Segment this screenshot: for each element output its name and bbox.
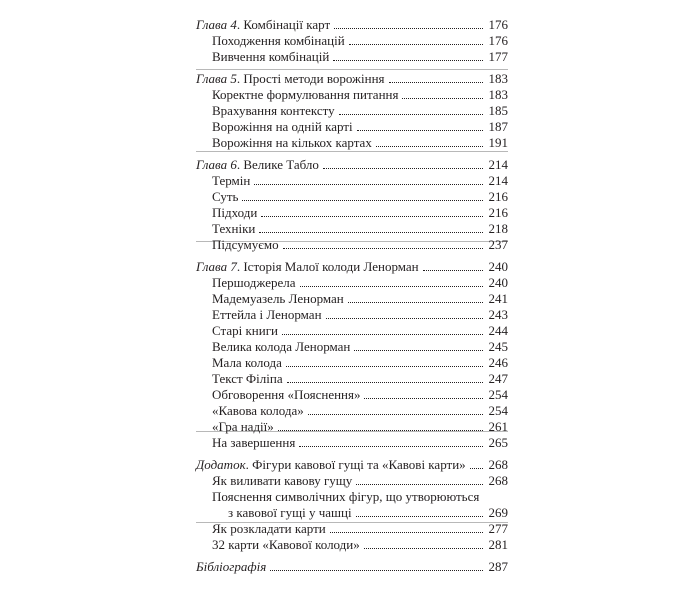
toc-entry[interactable]	[196, 323, 508, 339]
entry-label: Еттейла і Ленорман	[212, 307, 322, 322]
toc-entry[interactable]	[196, 505, 508, 521]
page-number: 185	[488, 103, 508, 118]
toc-entry[interactable]	[196, 103, 508, 119]
entry-label: Як розкладати карти	[212, 521, 326, 536]
dot-leader	[402, 97, 483, 99]
page-number: 261	[488, 419, 508, 434]
entry-label: Обговорення «Пояснення»	[212, 387, 361, 402]
dot-leader	[287, 381, 483, 383]
entry-label: Ворожіння на одній карті	[212, 119, 353, 134]
entry-label: Врахування контексту	[212, 103, 335, 118]
entry-label: Термін	[212, 173, 251, 188]
entry-label: 32 карти «Кавової колоди»	[212, 537, 360, 552]
page-number: 269	[488, 505, 508, 520]
dot-leader	[286, 365, 483, 367]
entry-label: Походження комбінацій	[212, 33, 345, 48]
dot-leader	[354, 349, 483, 351]
toc-entry[interactable]	[196, 537, 508, 553]
page-number: 187	[488, 119, 508, 134]
dot-leader	[299, 445, 483, 447]
dot-leader	[270, 569, 483, 571]
dot-leader	[261, 215, 483, 217]
toc-entry[interactable]	[196, 119, 508, 135]
page-number: 245	[488, 339, 508, 354]
table-of-contents	[196, 17, 508, 575]
toc-entry[interactable]	[196, 205, 508, 221]
entry-label: Ворожіння на кількох картах	[212, 135, 372, 150]
dot-leader	[356, 515, 483, 517]
page-number: 176	[488, 33, 508, 48]
page-number: 254	[488, 387, 508, 402]
page-number: 268	[488, 473, 508, 488]
chapter-title: . Велике Табло	[236, 157, 319, 172]
page-number: 214	[488, 173, 508, 188]
page-number: 254	[488, 403, 508, 418]
page-number: 247	[488, 371, 508, 386]
page-number: 277	[488, 521, 508, 536]
dot-leader	[278, 429, 483, 431]
toc-entry[interactable]	[196, 371, 508, 387]
page-number: 177	[488, 49, 508, 64]
toc-entry[interactable]	[196, 355, 508, 371]
dot-leader	[242, 199, 483, 201]
bibliography-label: Бібліографія	[196, 559, 267, 574]
entry-label: «Гра надії»	[212, 419, 274, 434]
toc-entry[interactable]	[196, 221, 508, 237]
page-number: 214	[488, 157, 508, 172]
entry-label: Підходи	[212, 205, 258, 220]
entry-label: Підсумуємо	[212, 237, 279, 252]
chapter-prefix: Глава 5	[196, 71, 237, 86]
toc-entry[interactable]	[196, 189, 508, 205]
chapter-prefix: Глава 7	[196, 259, 237, 274]
entry-label: Текст Філіпа	[212, 371, 283, 386]
entry-label: На завершення	[212, 435, 296, 450]
entry-label: Коректне формулювання питання	[212, 87, 399, 102]
appendix-title: . Фігури кавової гущі та «Кавові карти»	[245, 457, 466, 472]
dot-leader	[423, 269, 483, 271]
dot-leader	[356, 483, 483, 485]
page-number: 191	[488, 135, 508, 150]
dot-leader	[300, 285, 483, 287]
toc-bibliography[interactable]	[196, 559, 508, 575]
entry-label: «Кавова колода»	[212, 403, 304, 418]
entry-label: Техніки	[212, 221, 256, 236]
chapter-prefix: Глава 6	[196, 157, 237, 172]
toc-entry[interactable]	[196, 339, 508, 355]
dot-leader	[283, 247, 483, 249]
page-number: 183	[488, 71, 508, 86]
page-number: 176	[488, 17, 508, 32]
dot-leader	[323, 167, 483, 169]
dot-leader	[308, 413, 483, 415]
toc-entry[interactable]	[196, 275, 508, 291]
toc-entry[interactable]	[196, 419, 508, 435]
toc-entry[interactable]	[196, 87, 508, 103]
page-number: 243	[488, 307, 508, 322]
dot-leader	[357, 129, 483, 131]
page-number: 183	[488, 87, 508, 102]
toc-entry[interactable]	[196, 521, 508, 537]
page-number: 216	[488, 205, 508, 220]
toc-entry[interactable]	[196, 387, 508, 403]
entry-label-line2: з кавової гущі у чашці	[228, 505, 352, 520]
dot-leader	[326, 317, 483, 319]
page-number: 241	[488, 291, 508, 306]
dot-leader	[389, 81, 483, 83]
dot-leader	[349, 43, 483, 45]
toc-entry[interactable]	[196, 33, 508, 49]
toc-entry[interactable]	[196, 291, 508, 307]
page-number: 240	[488, 259, 508, 274]
toc-entry[interactable]	[196, 49, 508, 65]
toc-entry[interactable]	[196, 473, 508, 489]
toc-chapter-6[interactable]	[196, 157, 508, 173]
entry-label: Мадемуазель Ленорман	[212, 291, 344, 306]
toc-entry[interactable]	[196, 403, 508, 419]
page-number: 268	[488, 457, 508, 472]
dot-leader	[259, 231, 483, 233]
chapter-title: . Комбінації карт	[236, 17, 331, 32]
entry-label: Суть	[212, 189, 239, 204]
page-number: 240	[488, 275, 508, 290]
dot-leader	[470, 467, 483, 469]
entry-label: Старі книги	[212, 323, 278, 338]
page-number: 265	[488, 435, 508, 450]
toc-appendix[interactable]	[196, 457, 508, 473]
appendix-prefix: Додаток	[196, 457, 246, 472]
page-number: 216	[488, 189, 508, 204]
chapter-prefix: Глава 4	[196, 17, 237, 32]
dot-leader	[334, 27, 483, 29]
dot-leader	[364, 547, 483, 549]
entry-label: Велика колода Ленорман	[212, 339, 351, 354]
entry-label: Як виливати кавову гущу	[212, 473, 353, 488]
dot-leader	[333, 59, 483, 61]
dot-leader	[339, 113, 483, 115]
page-number: 237	[488, 237, 508, 252]
chapter-title: . Прості методи ворожіння	[236, 71, 385, 86]
page-number: 218	[488, 221, 508, 236]
entry-label: Першоджерела	[212, 275, 296, 290]
page-number: 244	[488, 323, 508, 338]
page-number: 246	[488, 355, 508, 370]
toc-chapter-4[interactable]	[196, 17, 508, 33]
dot-leader	[330, 531, 483, 533]
toc-entry[interactable]	[196, 307, 508, 323]
toc-entry-line1[interactable]: Пояснення символічних фігур, що утворюються	[212, 489, 480, 504]
toc-entry[interactable]	[196, 435, 508, 451]
chapter-title: . Історія Малої колоди Ленорман	[236, 259, 419, 274]
dot-leader	[348, 301, 483, 303]
dot-leader	[376, 145, 483, 147]
toc-entry[interactable]	[196, 173, 508, 189]
dot-leader	[254, 183, 483, 185]
page-number: 287	[488, 559, 508, 574]
dot-leader	[282, 333, 483, 335]
entry-label: Вивчення комбінацій	[212, 49, 330, 64]
toc-entry[interactable]	[196, 135, 508, 151]
page-number: 281	[488, 537, 508, 552]
toc-entry[interactable]	[196, 237, 508, 253]
dot-leader	[364, 397, 483, 399]
entry-label: Мала колода	[212, 355, 282, 370]
toc-chapter-7[interactable]	[196, 259, 508, 275]
toc-chapter-5[interactable]	[196, 71, 508, 87]
